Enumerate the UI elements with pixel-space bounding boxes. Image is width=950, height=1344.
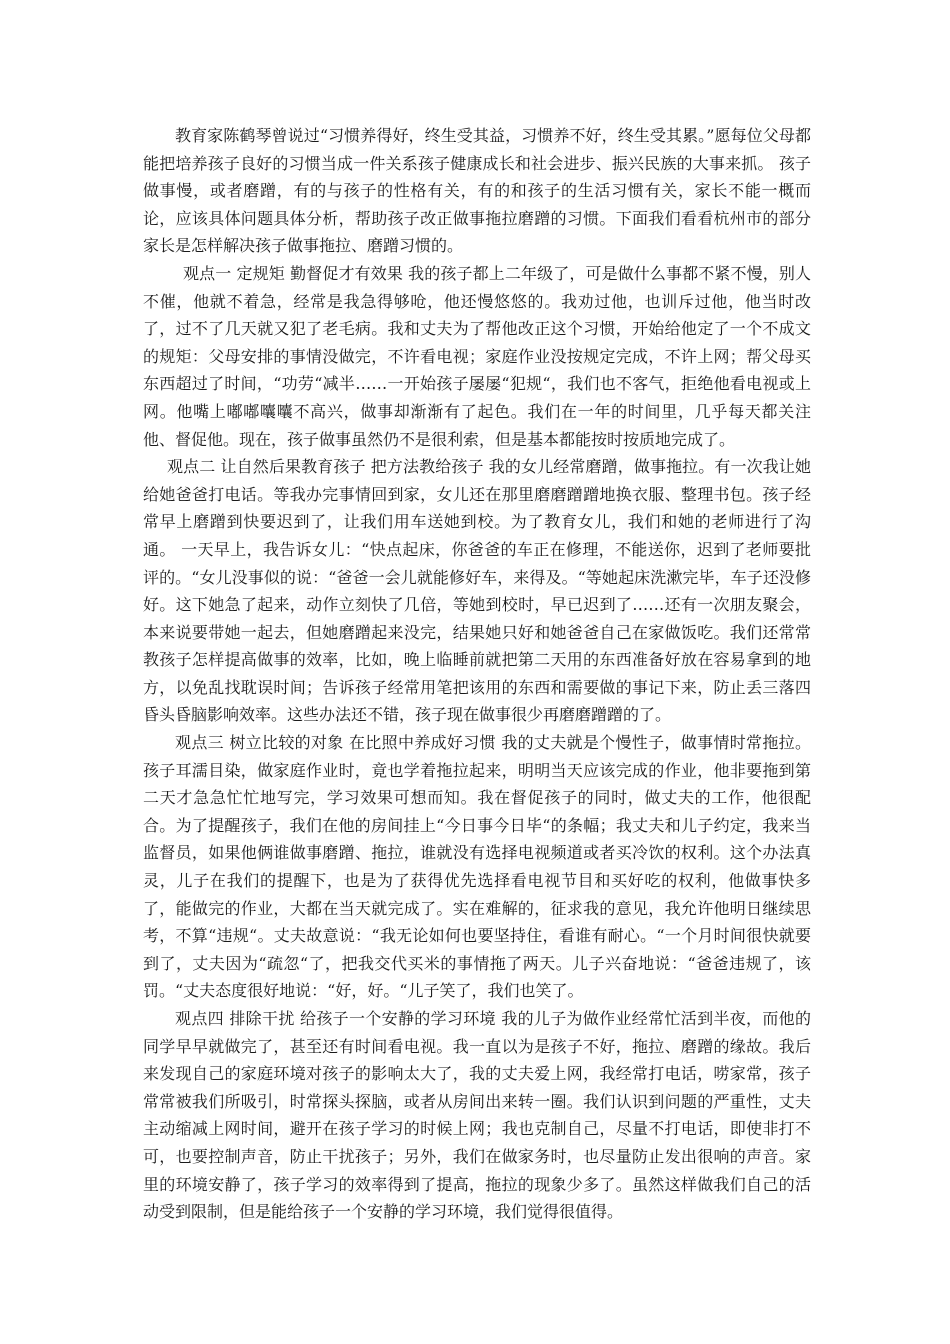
viewpoint-three-paragraph: 观点三 树立比较的对象 在比照中养成好习惯 我的丈夫就是个慢性子，做事情时常拖拉。孩子耳濡目染，做家庭作业时，竟也学着拖拉起来，明明当天应该完成的作业，他非要拖到第二天才急急忙忙地写完，学习效果可想而知。我在督促孩子的同时，做丈夫的工作，他很配合。为了提醒孩子，我们在他的房间挂上“今日事今日毕“的条幅；我丈夫和儿子约定，我来当监督员，如果他俩谁做事磨蹭、拖拉，谁就没有选择电视频道或者买冷饮的权利。这个办法真灵，儿子在我们的提醒下，也是为了获得优先选择看电视节目和买好吃的权利，他做事快多了，能做完的作业，大都在当天就完成了。实在难解的，征求我的意见，我允许他明日继续思考，不算“违规“。丈夫故意说：“我无论如何也要坚持住，看谁有耐心。“一个月时间很快就要到了，丈夫因为“疏忽“了，把我交代买米的事情拖了两天。儿子兴奋地说：“爸爸违规了，该罚。“丈夫态度很好地说：“好，好。“儿子笑了，我们也笑了。 <box>143 733 811 1001</box>
viewpoint-two-paragraph: 观点二 让自然后果教育孩子 把方法教给孩子 我的女儿经常磨蹭，做事拖拉。有一次我让她给她爸爸打电话。等我办完事情回到家，女儿还在那里磨磨蹭蹭地换衣服、整理书包。孩子经常早上磨蹭到快要迟到了，让我们用车送她到校。为了教育女儿，我们和她的老师进行了沟通。 一天早上，我告诉女儿：“快点起床，你爸爸的车正在修理，不能送你，迟到了老师要批评的。“女儿没事似的说：“爸爸一会儿就能修好车，来得及。“等她起床洗漱完毕，车子还没修好。这下她急了起来，动作立刻快了几倍，等她到校时，早已迟到了……还有一次朋友聚会，本来说要带她一起去，但她磨蹭起来没完，结果她只好和她爸爸自己在家做饭吃。我们还常常教孩子怎样提高做事的效率，比如，晚上临睡前就把第二天用的东西准备好放在容易拿到的地方，以免乱找耽误时间；告诉孩子经常用笔把该用的东西和需要做的事记下来，防止丢三落四昏头昏脑影响效率。这些办法还不错，孩子现在做事很少再磨磨蹭蹭的了。 <box>143 457 811 725</box>
document-body <box>143 122 811 1226</box>
intro-paragraph: 教育家陈鹤琴曾说过“习惯养得好，终生受其益，习惯养不好，终生受其累。”愿每位父母都能把培养孩子良好的习惯当成一件关系孩子健康成长和社会进步、振兴民族的大事来抓。 孩子做事慢，或者磨蹭，有的与孩子的性格有关，有的和孩子的生活习惯有关，家长不能一概而论，应该具体问题具体分析，帮助孩子改正做事拖拉磨蹭的习惯。下面我们看看杭州市的部分家长是怎样解决孩子做事拖拉、磨蹭习惯的。 <box>143 126 811 256</box>
viewpoint-one-paragraph: 观点一 定规矩 勤督促才有效果 我的孩子都上二年级了，可是做什么事都不紧不慢，别人不催，他就不着急，经常是我急得够呛，他还慢悠悠的。我劝过他，也训斥过他，他当时改了，过不了几天就又犯了老毛病。我和丈夫为了帮他改正这个习惯，开始给他定了一个不成文的规矩：父母安排的事情没做完，不许看电视；家庭作业没按规定完成，不许上网；帮父母买东西超过了时间，“功劳“减半……一开始孩子屡屡“犯规“，我们也不客气，拒绝他看电视或上网。他嘴上嘟嘟囔囔不高兴，做事却渐渐有了起色。我们在一年的时间里，几乎每天都关注他、督促他。现在，孩子做事虽然仍不是很利索，但是基本都能按时按质地完成了。 <box>143 263 811 449</box>
viewpoint-four-paragraph: 观点四 排除干扰 给孩子一个安静的学习环境 我的儿子为做作业经常忙活到半夜，而他的同学早早就做完了，甚至还有时间看电视。我一直以为是孩子不好，拖拉、磨蹭的缘故。我后来发现自己的家庭环境对孩子的影响太大了，我的丈夫爱上网，我经常打电话，唠家常，孩子常常被我们所吸引，时常探头探脑，或者从房间出来转一圈。我们认识到问题的严重性，丈夫主动缩减上网时间，避开在孩子学习的时候上网；我也克制自己，尽量不打电话，即使非打不可，也要控制声音，防止干扰孩子；另外，我们在做家务时，也尽量防止发出很响的声音。家里的环境安静了，孩子学习的效率得到了提高，拖拉的现象少多了。虽然这样做我们自己的活动受到限制，但是能给孩子一个安静的学习环境，我们觉得很值得。 <box>143 1009 811 1222</box>
